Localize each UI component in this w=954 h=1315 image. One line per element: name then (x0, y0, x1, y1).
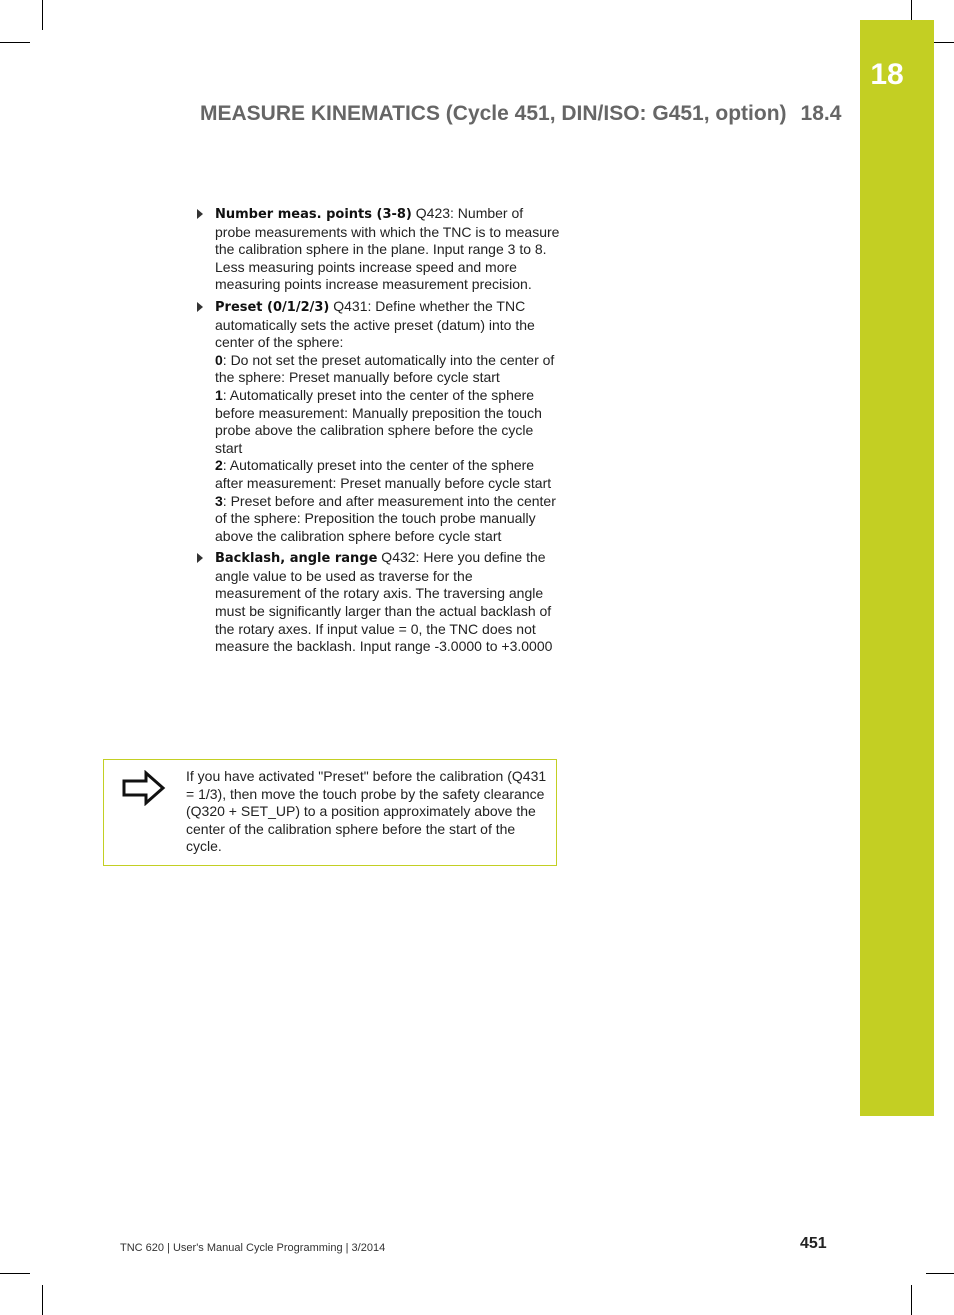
option-text: : Automatically preset into the center of the sphere after measurement: Preset manually before cycle start (215, 457, 552, 491)
option-key: 2 (215, 457, 223, 474)
param-text: Q423: Number of probe measurements with which the TNC is to measure the calibration sphere in the plane. Input range 3 to 8. Less measuring points increase speed and more measuring points increase measurement precision. (215, 205, 560, 293)
param-text: Q432: Here you define the angle value to be used as traverse for the measurement of the rotary axis. The traversing angle must be significantly larger than the actual backlash of the rotary axes. If input value = 0, the TNC does not measure the backlash. Input range -3.0000 to +3.0000 (215, 549, 553, 655)
crop-mark (911, 0, 912, 20)
param-label: Backlash, angle range (215, 551, 378, 567)
header-section: 18.4 (800, 102, 842, 125)
option-line (215, 493, 562, 546)
header-title: MEASURE KINEMATICS (Cycle 451, DIN/ISO: G451, option) (200, 102, 787, 125)
option-text: : Do not set the preset automatically into the center of the sphere: Preset manually before cycle start (215, 351, 555, 386)
chapter-number: 18 (870, 58, 904, 91)
list-item (197, 549, 562, 656)
parameter-list (197, 205, 562, 660)
option-key: 3 (215, 492, 223, 509)
note-box (103, 759, 557, 866)
param-label: Number meas. points (3-8) (215, 207, 412, 222)
option-text: : Preset before and after measurement into the center of the sphere: Preposition the touch probe manually above the calibration sphere before cycle start (215, 492, 556, 544)
option-line (215, 387, 562, 457)
crop-mark (42, 1285, 43, 1315)
list-item (197, 298, 562, 545)
option-line (215, 352, 562, 387)
crop-mark (926, 1273, 954, 1274)
bullet-triangle-icon (197, 553, 203, 563)
crop-mark (934, 42, 954, 43)
arrow-right-icon (121, 770, 167, 811)
param-text: Q431: Define whether the TNC automatically sets the active preset (datum) into the center of the sphere: (215, 297, 535, 351)
footer-text: TNC 620 | User's Manual Cycle Programming | 3/2014 (120, 1242, 386, 1254)
bullet-triangle-icon (197, 209, 203, 219)
page-header (200, 102, 841, 126)
crop-mark (0, 42, 30, 43)
option-key: 0 (215, 351, 223, 368)
note-text: If you have activated "Preset" before the calibration (Q431 = 1/3), then move the touch probe by the safety clearance (Q320 + SET_UP) to a position approximately above the center of the calibration sphere before the start of the cycle. (186, 768, 547, 855)
list-item (197, 205, 562, 294)
bullet-triangle-icon (197, 302, 203, 312)
option-text: : Automatically preset into the center of the sphere before measurement: Manually preposition the touch probe above the calibration sphere before the cycle start (215, 386, 542, 456)
param-label: Preset (0/1/2/3) (215, 299, 330, 315)
page-number: 451 (800, 1235, 827, 1252)
crop-mark (911, 1285, 912, 1315)
crop-mark (42, 0, 43, 30)
option-key: 1 (215, 386, 223, 403)
crop-mark (0, 1273, 30, 1274)
chapter-tab (860, 20, 934, 1116)
option-line (215, 457, 562, 492)
